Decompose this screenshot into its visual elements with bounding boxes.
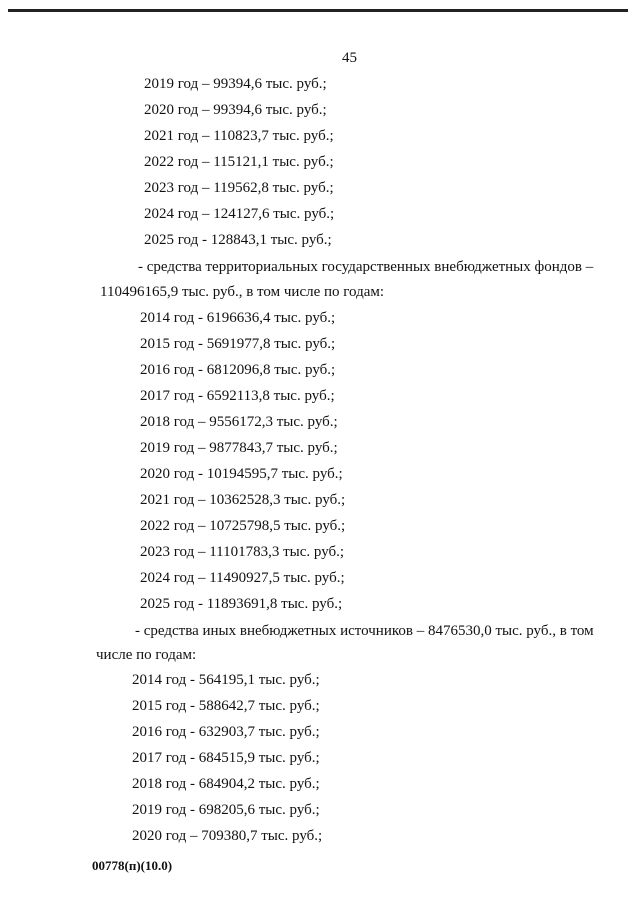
top-rule: [8, 9, 628, 12]
territorial-line-2014: 2014 год - 6196636,4 тыс. руб.;: [140, 310, 336, 326]
funding-line-2025: 2025 год - 128843,1 тыс. руб.;: [144, 232, 332, 248]
other-sources-line-2017: 2017 год - 684515,9 тыс. руб.;: [132, 750, 320, 766]
funding-line-2024: 2024 год – 124127,6 тыс. руб.;: [144, 206, 335, 222]
funding-line-2021: 2021 год – 110823,7 тыс. руб.;: [144, 128, 334, 144]
paragraph-other-sources-line1: - средства иных внебюджетных источников – 8476530,0 тыс. руб., в том: [135, 623, 594, 639]
other-sources-line-2020: 2020 год – 709380,7 тыс. руб.;: [132, 828, 323, 844]
other-sources-line-2016: 2016 год - 632903,7 тыс. руб.;: [132, 724, 320, 740]
territorial-line-2023: 2023 год – 11101783,3 тыс. руб.;: [140, 544, 345, 560]
paragraph-territorial-funds-line1: - средства территориальных государственных внебюджетных фондов –: [138, 259, 594, 275]
paragraph-territorial-funds-line2: 110496165,9 тыс. руб., в том числе по годам:: [100, 284, 385, 300]
document-code: 00778(п)(10.0): [92, 858, 173, 873]
territorial-line-2025: 2025 год - 11893691,8 тыс. руб.;: [140, 596, 343, 612]
territorial-line-2021: 2021 год – 10362528,3 тыс. руб.;: [140, 492, 346, 508]
page-number: 45: [342, 50, 357, 66]
other-sources-line-2015: 2015 год - 588642,7 тыс. руб.;: [132, 698, 320, 714]
funding-line-2023: 2023 год – 119562,8 тыс. руб.;: [144, 180, 334, 196]
territorial-line-2016: 2016 год - 6812096,8 тыс. руб.;: [140, 362, 336, 378]
territorial-line-2024: 2024 год – 11490927,5 тыс. руб.;: [140, 570, 345, 586]
funding-line-2019: 2019 год – 99394,6 тыс. руб.;: [144, 76, 327, 92]
territorial-line-2018: 2018 год – 9556172,3 тыс. руб.;: [140, 414, 338, 430]
territorial-line-2015: 2015 год - 5691977,8 тыс. руб.;: [140, 336, 336, 352]
territorial-line-2019: 2019 год – 9877843,7 тыс. руб.;: [140, 440, 338, 456]
other-sources-line-2018: 2018 год - 684904,2 тыс. руб.;: [132, 776, 320, 792]
funding-line-2022: 2022 год – 115121,1 тыс. руб.;: [144, 154, 334, 170]
other-sources-line-2014: 2014 год - 564195,1 тыс. руб.;: [132, 672, 320, 688]
paragraph-other-sources-line2: числе по годам:: [96, 647, 197, 663]
funding-line-2020: 2020 год – 99394,6 тыс. руб.;: [144, 102, 327, 118]
territorial-line-2022: 2022 год – 10725798,5 тыс. руб.;: [140, 518, 346, 534]
territorial-line-2017: 2017 год - 6592113,8 тыс. руб.;: [140, 388, 335, 404]
other-sources-line-2019: 2019 год - 698205,6 тыс. руб.;: [132, 802, 320, 818]
territorial-line-2020: 2020 год - 10194595,7 тыс. руб.;: [140, 466, 343, 482]
